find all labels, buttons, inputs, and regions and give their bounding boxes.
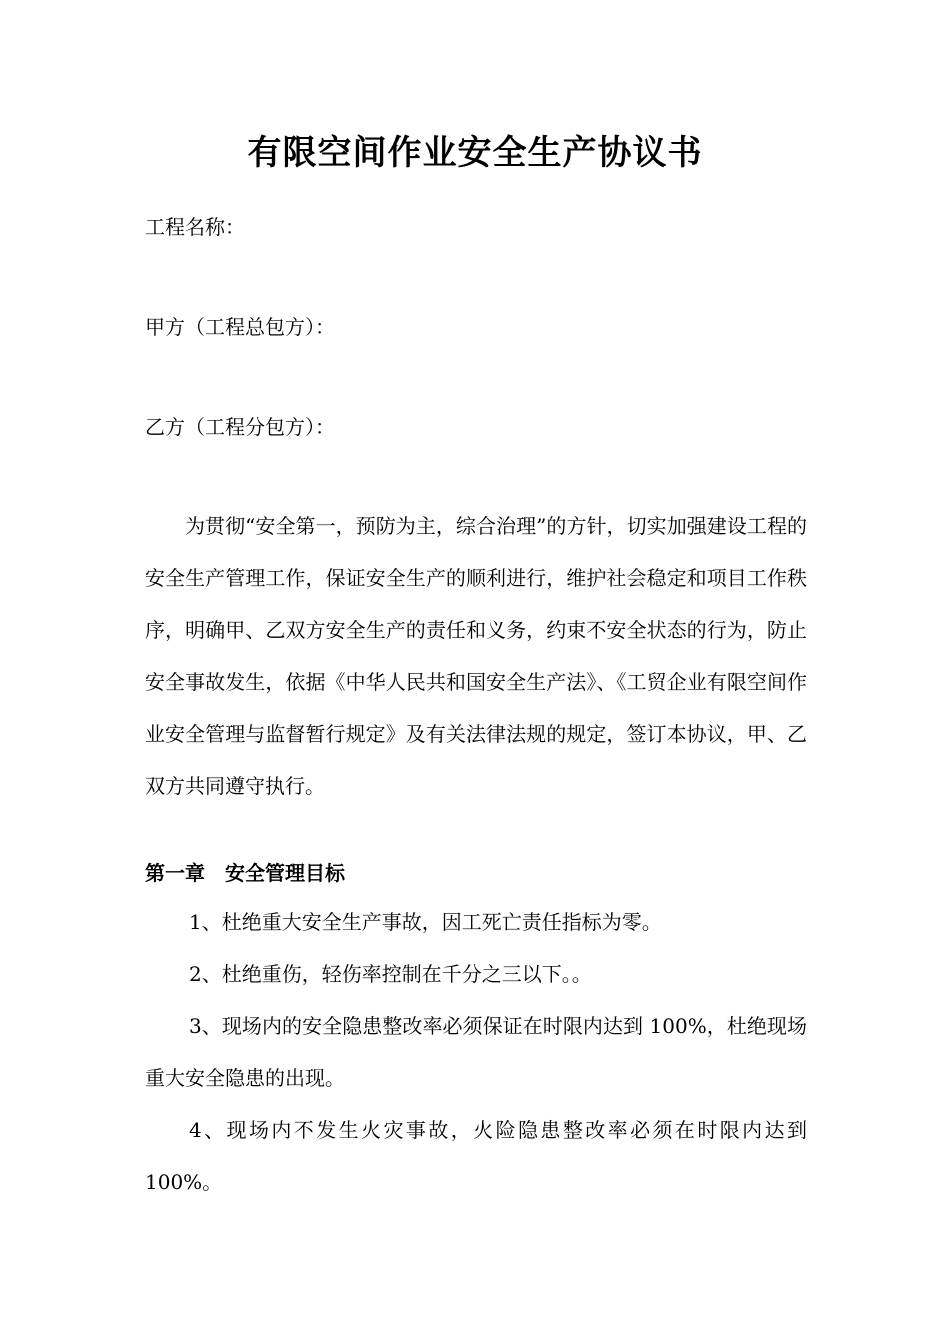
chapter-1-item-2: 2、杜绝重伤，轻伤率控制在千分之三以下。。 [189,962,592,986]
chapter-1-item-1: 1、杜绝重大安全生产事故，因工死亡责任指标为零。 [189,910,662,934]
preamble-paragraph: 为贯彻“安全第一，预防为主，综合治理”的方针，切实加强建设工程的安全生产管理工作，保证安全生产的顺利进行，维护社会稳定和项目工作秩序，明确甲、乙双方安全生产的责任和义务，约束不安全状态的行为，防止安全事故发生，依据《中华人民共和国安全生产法》、《工贸企业有限空间作业安全管理与监督暂行规定》及有关法律法规的规定，签订本协议，甲、乙双方共同遵守执行。 [145,514,807,798]
chapter-1-item-3: 3、现场内的安全隐患整改率必须保证在时限内达到 100%，杜绝现场重大安全隐患的出现。 [145,1014,807,1090]
party-b-label: 乙方（工程分包方）： [145,415,335,439]
document-title: 有限空间作业安全生产协议书 [247,133,703,173]
party-a-label: 甲方（工程总包方）： [145,315,335,339]
project-name-label: 工程名称： [145,215,245,239]
chapter-1-item-4: 4、现场内不发生火灾事故，火险隐患整改率必须在时限内达到100%。 [145,1118,807,1194]
chapter-1-heading: 第一章 安全管理目标 [145,861,345,885]
